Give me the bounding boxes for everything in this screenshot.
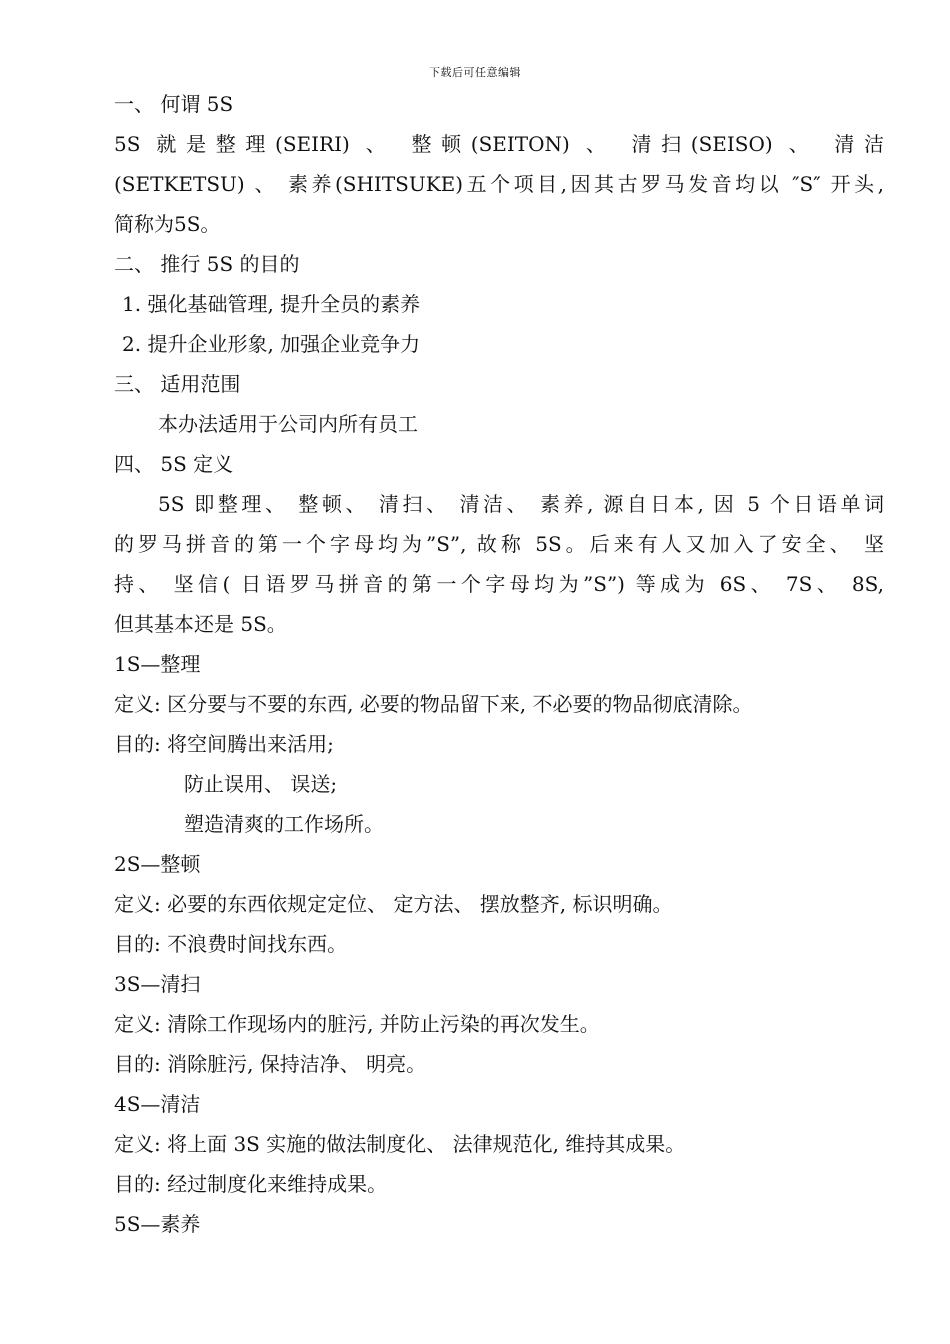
paragraph-line: 本办法适用于公司内所有员工: [158, 412, 418, 436]
item-purpose: 目的: 不浪费时间找东西。: [114, 932, 348, 956]
item-title-seiketsu: 4S—清洁: [114, 1092, 201, 1116]
item-purpose-continued: 防止误用、 误送;: [184, 772, 338, 796]
item-purpose: 目的: 消除脏污, 保持洁净、 明亮。: [114, 1052, 427, 1076]
item-purpose: 目的: 经过制度化来维持成果。: [114, 1172, 388, 1196]
item-purpose-continued: 塑造清爽的工作场所。: [184, 812, 384, 836]
paragraph-line: 的罗马拼音的第一个字母均为”S”, 故称 5S。后来有人又加入了安全、 坚: [114, 532, 884, 556]
paragraph-line: 5S 即整理、 整顿、 清扫、 清洁、 素养, 源自日本, 因 5 个日语单词: [158, 492, 884, 516]
document-body: [114, 84, 884, 1244]
paragraph-line: 5S 就是整理(SEIRI) 、 整顿(SEITON) 、 清扫(SEISO) 、 清洁: [114, 132, 884, 156]
item-definition: 定义: 必要的东西依规定定位、 定方法、 摆放整齐, 标识明确。: [114, 892, 673, 916]
paragraph-line: 简称为5S。: [114, 212, 221, 236]
item-title-seiton: 2S—整顿: [114, 852, 201, 876]
section-heading-scope: 三、 适用范围: [114, 372, 241, 396]
header-note: 下载后可任意编辑: [429, 66, 521, 79]
section-heading-definition: 四、 5S 定义: [114, 452, 234, 476]
item-purpose: 目的: 将空间腾出来活用;: [114, 732, 334, 756]
section-heading-what-is-5s: 一、 何谓 5S: [114, 92, 234, 116]
paragraph-line: (SETKETSU) 、 素养(SHITSUKE)五个项目,因其古罗马发音均以 ″S″ 开头,: [114, 172, 884, 196]
list-item: 2. 提升企业形象, 加强企业竞争力: [122, 332, 421, 356]
item-title-shitsuke: 5S—素养: [114, 1212, 201, 1236]
paragraph-line: 但其基本还是 5S。: [114, 612, 287, 636]
item-definition: 定义: 将上面 3S 实施的做法制度化、 法律规范化, 维持其成果。: [114, 1132, 686, 1156]
section-heading-purpose: 二、 推行 5S 的目的: [114, 252, 300, 276]
item-definition: 定义: 区分要与不要的东西, 必要的物品留下来, 不必要的物品彻底清除。: [114, 692, 753, 716]
item-definition: 定义: 清除工作现场内的脏污, 并防止污染的再次发生。: [114, 1012, 600, 1036]
list-item: 1. 强化基础管理, 提升全员的素养: [122, 292, 421, 316]
item-title-seiso: 3S—清扫: [114, 972, 201, 996]
paragraph-line: 持、 坚信( 日语罗马拼音的第一个字母均为”S”) 等成为 6S、 7S、 8S,: [114, 572, 884, 596]
item-title-seiri: 1S—整理: [114, 652, 201, 676]
